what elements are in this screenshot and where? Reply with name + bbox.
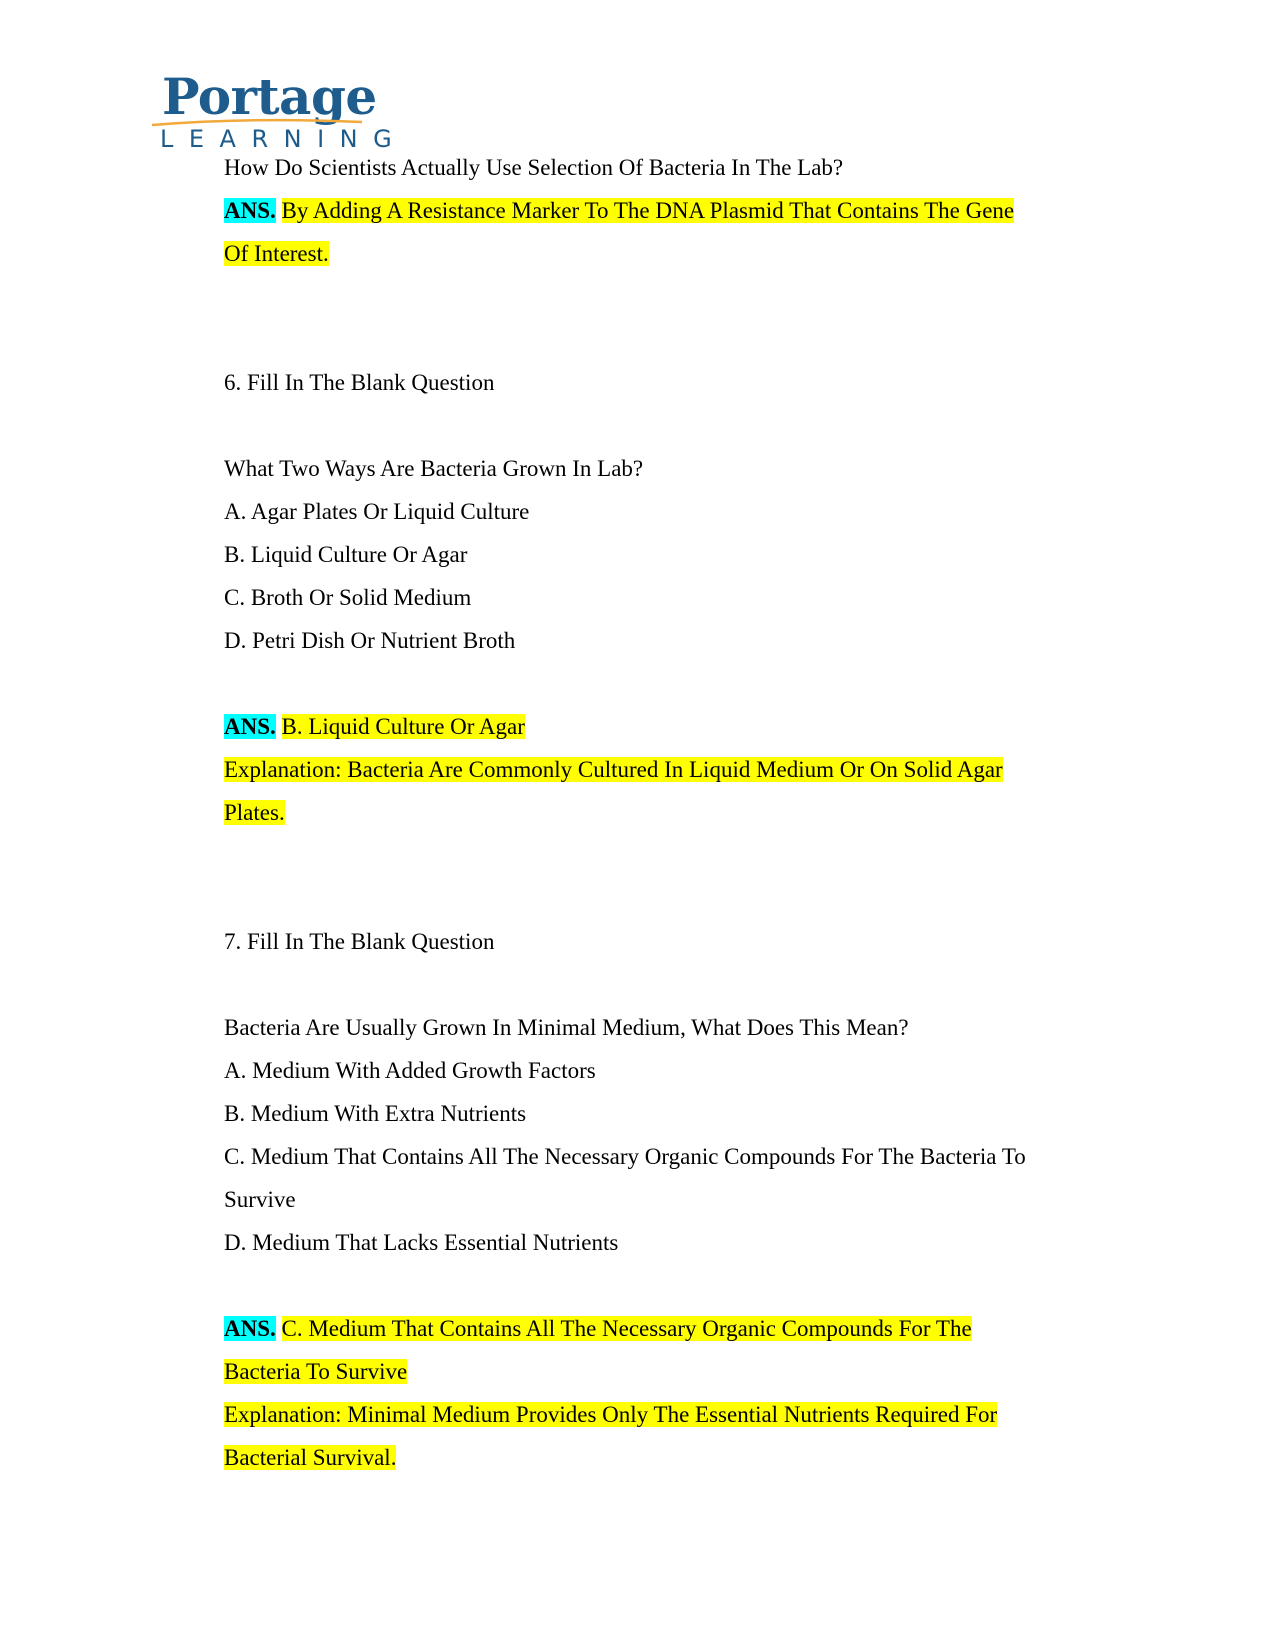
q7-option-c-cont: Survive bbox=[224, 1187, 296, 1212]
q6-answer-text: B. Liquid Culture Or Agar bbox=[281, 714, 525, 739]
q7-answer-text: C. Medium That Contains All The Necessary Organic Compounds For The bbox=[281, 1316, 972, 1341]
logo-subtitle: LEARNING bbox=[160, 125, 408, 153]
q6-explanation-text-2: Plates. bbox=[224, 800, 285, 825]
q6-explanation-text: Explanation: Bacteria Are Commonly Cultured In Liquid Medium Or On Solid Agar bbox=[224, 757, 1003, 782]
q7-option-b: B. Medium With Extra Nutrients bbox=[224, 1101, 527, 1126]
q7-explanation-text-2: Bacterial Survival. bbox=[224, 1445, 397, 1470]
q7-question: Bacteria Are Usually Grown In Minimal Medium, What Does This Mean? bbox=[224, 1015, 909, 1040]
q7-option-a: A. Medium With Added Growth Factors bbox=[224, 1058, 596, 1083]
q6-explanation-line-2 bbox=[224, 791, 1104, 834]
q6-option-a: A. Agar Plates Or Liquid Culture bbox=[224, 499, 530, 524]
ans-label: ANS. bbox=[224, 714, 276, 739]
portage-learning-logo bbox=[150, 67, 408, 158]
q5-answer-text-2: Of Interest. bbox=[224, 241, 329, 266]
q5-answer-line bbox=[224, 189, 1104, 232]
ans-label: ANS. bbox=[224, 1316, 276, 1341]
q6-option-b: B. Liquid Culture Or Agar bbox=[224, 542, 468, 567]
q7-explanation-line bbox=[224, 1393, 1104, 1436]
q5-answer-line-2 bbox=[224, 232, 1104, 275]
q7-option-c: C. Medium That Contains All The Necessary Organic Compounds For The Bacteria To bbox=[224, 1144, 1026, 1169]
q6-option-d: D. Petri Dish Or Nutrient Broth bbox=[224, 628, 516, 653]
q7-answer-line-2 bbox=[224, 1350, 1104, 1393]
q7-explanation-text: Explanation: Minimal Medium Provides Only The Essential Nutrients Required For bbox=[224, 1402, 998, 1427]
q7-answer-text-2: Bacteria To Survive bbox=[224, 1359, 408, 1384]
q7-explanation-line-2 bbox=[224, 1436, 1104, 1479]
q6-explanation-line bbox=[224, 748, 1104, 791]
q7-option-d: D. Medium That Lacks Essential Nutrients bbox=[224, 1230, 619, 1255]
document-body bbox=[224, 146, 1104, 1479]
ans-label: ANS. bbox=[224, 198, 276, 223]
q6-heading: 6. Fill In The Blank Question bbox=[224, 370, 495, 395]
q6-answer-line bbox=[224, 705, 1104, 748]
q7-heading: 7. Fill In The Blank Question bbox=[224, 929, 495, 954]
q5-question: How Do Scientists Actually Use Selection Of Bacteria In The Lab? bbox=[224, 155, 844, 180]
q6-option-c: C. Broth Or Solid Medium bbox=[224, 585, 472, 610]
logo-wordmark: Portage bbox=[162, 67, 377, 126]
q7-answer-line bbox=[224, 1307, 1104, 1350]
q6-question: What Two Ways Are Bacteria Grown In Lab? bbox=[224, 456, 644, 481]
q5-answer-text: By Adding A Resistance Marker To The DNA Plasmid That Contains The Gene bbox=[281, 198, 1015, 223]
